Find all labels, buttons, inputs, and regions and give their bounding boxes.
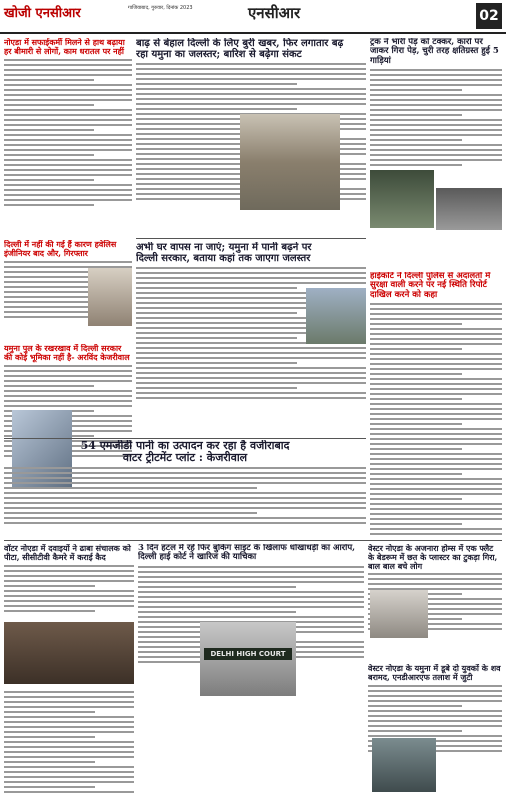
- left-story-1: [4, 38, 132, 238]
- masthead: [0, 0, 506, 34]
- article-body: [4, 691, 134, 793]
- ceiling-damage-photo: [370, 590, 428, 638]
- left-story-3-headline: यमुना पुल के रखरखाव में दिल्ली सरकार की कोई भूमिका नहीं है- अरविंद केजरीवाल: [4, 344, 130, 362]
- bottom-right-headline-2: वेस्टर नोएडा के यमुना में डूबे दो युवकों के शव बरामद, एनडीआरएफ तलाश में जुटी: [368, 664, 501, 682]
- rescue-photo: [306, 288, 366, 344]
- bottom-right-headline-1: वेस्टर नोएडा के अजनारा होम्स में एक फ्लैट के बेडरूम में छत के प्लास्टर का टुकड़ा गिरा, बाल बाल बचे लोग: [368, 544, 498, 571]
- dateline: गाजियाबाद, गुरुवार, दिनांक 2023: [128, 5, 193, 11]
- flood-photo: [240, 114, 340, 210]
- third-headline-2: वाटर ट्रीटमेंट प्लांट : केजरीवाल: [122, 451, 248, 465]
- article-body: [4, 467, 366, 524]
- crowd-photo: [4, 622, 134, 684]
- second-headline-2: दिल्ली सरकार, बताया कहां तक जाएगा जलस्तर: [136, 253, 311, 264]
- left-story-2-headline: दिल्ली में नहीं की गई हैं कारण हवेलिस इंजीनियर बाद और, गिरफ्तार: [4, 240, 117, 258]
- bottom-left-headline: वॉटर नोएडा में दवाइयों ने ढाबा संचालक को पीटा, सीसीटीवी कैमरे में कराई कैद: [4, 544, 131, 562]
- lead-headline-1: बाढ़ से बेहाल दिल्ली के लिए बुरी खबर, फिर लगातार बढ़: [136, 38, 344, 49]
- article-body: [370, 69, 502, 166]
- divider: [4, 438, 366, 439]
- river-rescue-photo: [372, 738, 436, 792]
- right-story-2: [370, 272, 502, 538]
- person-photo: [88, 268, 132, 326]
- right-story-1-headline: ट्रक ने भारी पेड़ को टक्कर, कारों पर जाकर गिरा पेड़, चुरी तरह क्षतिग्रस्त हुई 5 गाड़ियां: [370, 38, 499, 66]
- bottom-center-headline: 3 दिन हटल में रहे फिर बुकिंग साइट के खिलाफ धोखाधड़ी का आरोप, दिल्ली हाई कोर्ट ने खारिज की याचिका: [138, 544, 356, 563]
- fallen-tree-photo: [370, 170, 434, 228]
- court-building-photo: [200, 622, 296, 696]
- third-headline-1: 54 एमजीडी पानी का उत्पादन कर रहा है वजीराबाद: [80, 440, 290, 452]
- section-title: एनसीआर: [248, 4, 301, 22]
- article-body: [370, 303, 502, 538]
- right-story-1: [370, 38, 502, 268]
- right-story-2-headline: हाईकोर्ट ने दिल्ली पुलिस से अदालतों में सुरक्षा वाली करने पर नई स्थिति रिपोर्ट दाखिल करने को कहा: [370, 272, 491, 300]
- bottom-left-continued: [4, 688, 134, 796]
- article-body: [4, 565, 134, 612]
- brand-title: खोजी एनसीआर: [4, 6, 81, 21]
- lead-headline-2: रहा यमुना का जलस्तर; बारिश से बढ़ेगा संकट: [136, 49, 302, 60]
- third-story: [4, 440, 366, 540]
- divider: [4, 540, 502, 541]
- page-number: 02: [476, 3, 502, 29]
- court-signboard: DELHI HIGH COURT: [204, 648, 292, 660]
- left-story-1-headline: नोएडा में सफाईकर्मी मिलने से हाथ बढ़ाया हर बीमारी से लोगों, काम धरातल पर नहीं: [4, 38, 125, 56]
- article-body: [4, 59, 132, 206]
- second-headline-1: अभी घर वापस ना जाएं; यमुना में पानी बढ़ने पर: [136, 242, 312, 253]
- damaged-car-photo: [436, 188, 502, 230]
- divider: [136, 238, 366, 239]
